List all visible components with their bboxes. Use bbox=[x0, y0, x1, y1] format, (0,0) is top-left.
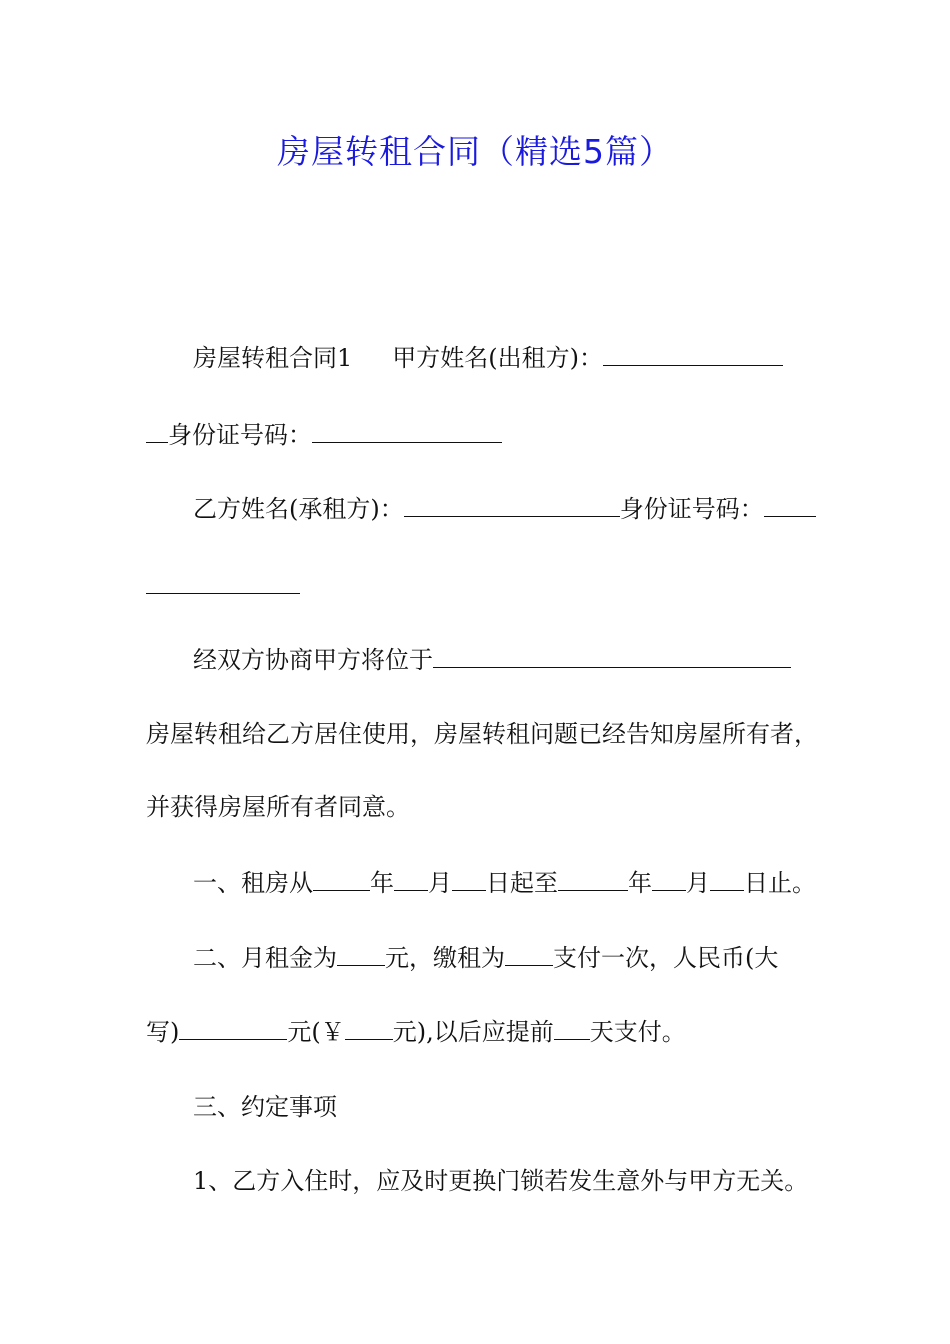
party-b-id-blank-continued bbox=[146, 569, 300, 594]
party-a-id-line bbox=[146, 417, 502, 453]
clause-1-text: 1、乙方入住时，应及时更换门锁若发生意外与甲方无关。 bbox=[193, 1167, 809, 1195]
location-label: 经双方协商甲方将位于 bbox=[193, 646, 433, 674]
end-month-unit: 月 bbox=[686, 869, 710, 897]
rmb-label: 支付一次，人民币(大 bbox=[553, 944, 779, 972]
party-b-name-label: 乙方姓名(承租方)： bbox=[193, 495, 404, 523]
owner-consent-text: 并获得房屋所有者同意。 bbox=[146, 793, 410, 821]
start-year-blank bbox=[313, 866, 370, 891]
numeric-amount-blank bbox=[345, 1015, 393, 1040]
party-b-id-continued-line bbox=[146, 568, 300, 604]
party-a-name-blank-continued bbox=[146, 418, 168, 443]
end-day-unit: 日止。 bbox=[744, 869, 816, 897]
end-year-unit: 年 bbox=[628, 869, 652, 897]
section-heading: 三、约定事项 bbox=[193, 1093, 337, 1121]
advance-payment-label: 元),以后应提前 bbox=[392, 1018, 554, 1046]
clause-1-line bbox=[193, 1163, 808, 1199]
party-b-name-blank bbox=[404, 492, 620, 517]
advance-days-blank bbox=[554, 1015, 590, 1040]
document-title: 房屋转租合同（精选5篇） bbox=[277, 132, 673, 171]
party-a-name-blank bbox=[603, 341, 783, 366]
end-day-blank bbox=[710, 866, 744, 891]
monthly-rent-blank bbox=[337, 941, 385, 966]
uppercase-amount-blank bbox=[179, 1015, 287, 1040]
location-blank bbox=[433, 643, 791, 668]
party-b-id-blank bbox=[764, 492, 816, 517]
lease-term-line bbox=[193, 865, 816, 901]
sublet-clause-text: 房屋转租给乙方居住使用，房屋转租问题已经告知房屋所有者， bbox=[146, 720, 818, 748]
section-agreed-items bbox=[193, 1089, 337, 1125]
contract-number: 房屋转租合同1 bbox=[193, 344, 353, 372]
owner-consent-line bbox=[146, 789, 410, 825]
party-a-id-blank bbox=[312, 418, 502, 443]
yuan-symbol-label: 元(￥ bbox=[287, 1018, 345, 1046]
uppercase-label: 写) bbox=[146, 1018, 180, 1046]
rent-amount-line bbox=[146, 1014, 686, 1050]
advance-days-unit: 天支付。 bbox=[589, 1018, 686, 1046]
end-year-blank bbox=[558, 866, 628, 891]
start-year-unit: 年 bbox=[370, 869, 394, 897]
rent-label: 二、月租金为 bbox=[193, 944, 337, 972]
payment-interval-blank bbox=[505, 941, 553, 966]
start-month-unit: 月 bbox=[428, 869, 452, 897]
rent-line bbox=[193, 940, 778, 976]
lease-term-label: 一、租房从 bbox=[193, 869, 313, 897]
start-day-blank bbox=[452, 866, 486, 891]
party-b-id-label: 身份证号码： bbox=[619, 495, 764, 523]
party-a-name-label: 甲方姓名(出租方)： bbox=[392, 344, 604, 372]
contract-heading-line bbox=[193, 340, 783, 376]
start-day-unit: 日起至 bbox=[486, 869, 558, 897]
party-b-line bbox=[193, 491, 816, 527]
location-line bbox=[193, 642, 791, 678]
start-month-blank bbox=[394, 866, 428, 891]
sublet-clause-line bbox=[146, 716, 818, 752]
party-a-id-label: 身份证号码： bbox=[168, 421, 312, 449]
end-month-blank bbox=[652, 866, 686, 891]
payment-interval-label: 元，缴租为 bbox=[385, 944, 505, 972]
